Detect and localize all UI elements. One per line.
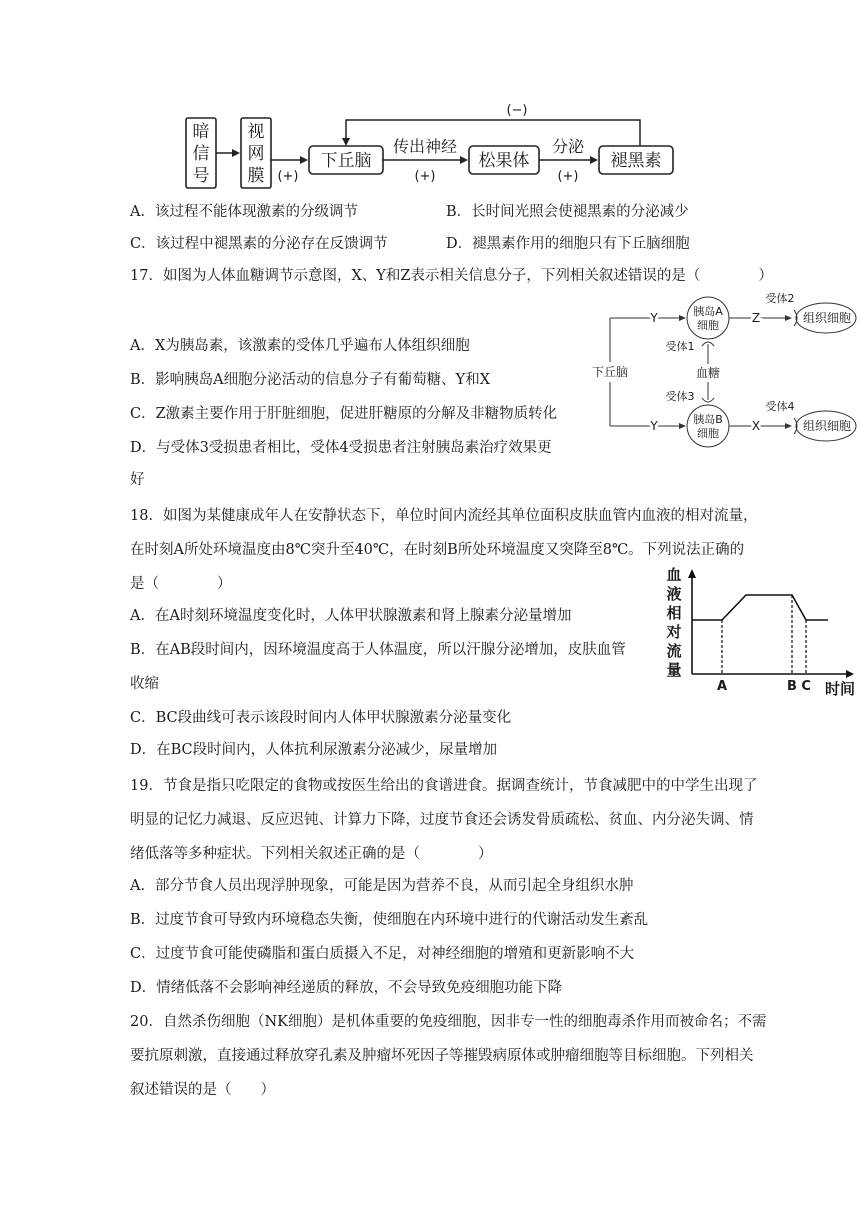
q20-stem-line-2: 要抗原刺激，直接通过释放穿孔素及肿瘤坏死因子等摧毁病原体或肿瘤细胞等目标细胞。下列相关 (130, 1048, 754, 1064)
q19-stem-line-2: 明显的记忆力减退、反应迟钝、计算力下降，过度节食还会诱发骨质疏松、贫血、内分泌失调、情 (130, 812, 754, 828)
chart-ylabel-5: 流 (666, 642, 682, 660)
tissue-cell-top-label: 组织细胞 (802, 311, 852, 325)
q17-option-d-cont: 好 (130, 472, 145, 488)
q19-stem-line-1: 19．节食是指只吃限定的食物或按医生给出的食谱进食。据调查统计，节食减肥中的中学生出现了 (130, 778, 758, 794)
retina-char-1: 视 (247, 122, 265, 142)
secrete-label: 分泌 (551, 137, 585, 156)
q17-y-top: Y (650, 311, 658, 325)
q17-option-a: A．X为胰岛素，该激素的受体几乎遍布人体组织细胞 (130, 338, 470, 354)
q18-stem-line-3: 是（ ） (130, 576, 232, 592)
q17-option-b: B．影响胰岛A细胞分泌活动的信息分子有葡萄糖、Y和X (130, 372, 491, 388)
dark-signal-char-3: 号 (192, 166, 210, 186)
islet-b-label-2: 细胞 (697, 427, 719, 440)
retina-char-3: 膜 (247, 166, 265, 186)
q19-option-a: A．部分节食人员出现浮肿现象，可能是因为营养不良，从而引起全身组织水肿 (130, 878, 634, 894)
q18-option-c: C．BC段曲线可表示该段时间内人体甲状腺激素分泌量变化 (130, 710, 512, 726)
q19-option-c: C．过度节食可能使磷脂和蛋白质摄入不足，对神经细胞的增殖和更新影响不大 (130, 946, 635, 962)
hypothalamus-label: 下丘脑 (320, 151, 372, 171)
dark-signal-char-2: 信 (192, 144, 210, 164)
chart-label-bc: B C (787, 679, 811, 694)
islet-a-cell (687, 297, 729, 339)
tissue-cell-bottom-label: 组织细胞 (802, 419, 852, 433)
q16-option-d: D．褪黑素作用的细胞只有下丘脑细胞 (446, 236, 690, 252)
chart-xlabel: 时间 (824, 680, 856, 698)
q17-hypothalamus-label: 下丘脑 (591, 365, 629, 379)
q18-option-a: A．在A时刻环境温度变化时，人体甲状腺激素和肾上腺素分泌量增加 (130, 608, 572, 624)
efferent-nerve-label: 传出神经 (392, 137, 458, 156)
chart-label-a: A (716, 679, 728, 694)
q18-option-b-cont: 收缩 (130, 676, 159, 692)
melatonin-pathway-diagram (180, 98, 680, 194)
blood-flow-chart (660, 566, 860, 698)
q16-option-b: B．长时间光照会使褪黑素的分泌减少 (446, 204, 689, 220)
q18-stem-line-2: 在时刻A所处环境温度由8℃突升至40℃，在时刻B所处环境温度又突降至8℃。下列说法正确的 (130, 542, 745, 558)
plus-label-1: (+) (277, 169, 299, 184)
q20-stem-line-3: 叙述错误的是（ ） (130, 1082, 275, 1098)
chart-ylabel-6: 量 (666, 661, 682, 679)
dark-signal-char-1: 暗 (192, 122, 210, 142)
q19-stem-line-3: 绪低落等多种症状。下列相关叙述正确的是（ ） (130, 846, 493, 862)
q16-option-a: A．该过程不能体现激素的分级调节 (130, 204, 358, 220)
islet-b-label-1: 胰岛B (693, 413, 723, 426)
islet-a-label-2: 细胞 (697, 319, 719, 332)
plus-label-2: (+) (414, 169, 436, 184)
chart-ylabel-4: 对 (666, 623, 682, 641)
blood-sugar-label: 血糖 (695, 366, 721, 380)
islet-a-label-1: 胰岛A (693, 305, 723, 318)
chart-ylabel-2: 液 (666, 585, 682, 603)
q18-option-b: B．在AB段时间内，因环境温度高于人体温度，所以汗腺分泌增加，皮肤血管 (130, 642, 626, 658)
receptor-4-label: 受体4 (765, 400, 795, 413)
q16-option-c: C．该过程中褪黑素的分泌存在反馈调节 (130, 236, 388, 252)
q19-option-d: D．情绪低落不会影响神经递质的释放，不会导致免疫细胞功能下降 (130, 980, 563, 996)
chart-ylabel-3: 相 (666, 604, 682, 622)
retina-char-2: 网 (247, 144, 265, 164)
q17-x: X (751, 419, 761, 433)
receptor-3-label: 受体3 (665, 390, 695, 403)
q17-option-c: C．Z激素主要作用于肝脏细胞，促进肝糖原的分解及非糖物质转化 (130, 406, 558, 422)
chart-ylabel-1: 血 (666, 566, 682, 584)
minus-label: (−) (506, 103, 528, 118)
q17-z: Z (751, 311, 761, 325)
q20-stem-line-1: 20．自然杀伤细胞（NK细胞）是机体重要的免疫细胞，因非专一性的细胞毒杀作用而被命名；不需 (130, 1014, 767, 1030)
q17-stem: 17．如图为人体血糖调节示意图，X、Y和Z表示相关信息分子，下列相关叙述错误的是（ ） (130, 268, 773, 284)
q17-y-bottom: Y (650, 419, 658, 433)
islet-b-cell (687, 405, 729, 447)
q17-option-d: D．与受体3受损患者相比，受体4受损患者注射胰岛素治疗效果更 (130, 440, 552, 456)
receptor-2-label: 受体2 (765, 292, 795, 305)
melatonin-label: 褪黑素 (610, 151, 662, 171)
pineal-label: 松果体 (478, 151, 530, 171)
q19-option-b: B．过度节食可导致内环境稳态失衡，使细胞在内环境中进行的代谢活动发生紊乱 (130, 912, 649, 928)
q18-option-d: D．在BC段时间内，人体抗利尿激素分泌减少，尿量增加 (130, 742, 498, 758)
plus-label-3: (+) (557, 169, 579, 184)
receptor-1-label: 受体1 (665, 340, 695, 353)
q18-stem-line-1: 18．如图为某健康成年人在安静状态下，单位时间内流经其单位面积皮肤血管内血液的相对流量， (130, 508, 758, 524)
blood-sugar-diagram (588, 288, 860, 448)
blood-flow-curve (692, 595, 828, 620)
